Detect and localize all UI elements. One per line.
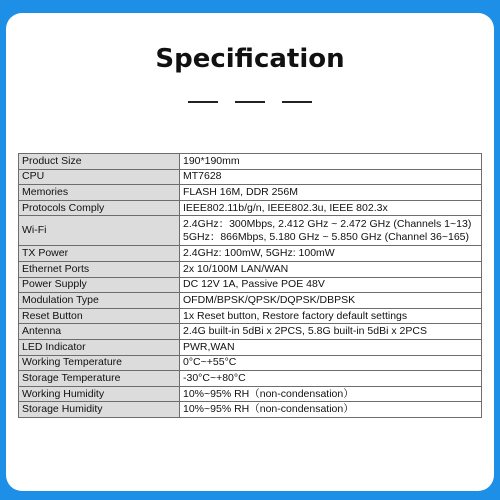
wifi-5g-line: 5GHz：866Mbps, 5.180 GHz ~ 5.850 GHz (Channel 36~165) — [183, 230, 469, 243]
spec-value — [180, 216, 482, 246]
spec-row — [19, 200, 482, 216]
spec-value: MT7628 — [180, 169, 482, 185]
spec-value: 0°C~+55°C — [180, 355, 482, 371]
spec-value: 2.4G built-in 5dBi x 2PCS, 5.8G built-in 5dBi x 2PCS — [180, 324, 482, 340]
underline-dash — [282, 101, 312, 103]
spec-row — [19, 355, 482, 371]
spec-value: FLASH 16M, DDR 256M — [180, 185, 482, 201]
title-underline — [0, 101, 500, 103]
spec-key: Power Supply — [19, 277, 180, 293]
spec-row — [19, 261, 482, 277]
spec-row — [19, 277, 482, 293]
spec-row — [19, 293, 482, 309]
spec-row — [19, 324, 482, 340]
spec-key: Antenna — [19, 324, 180, 340]
spec-row — [19, 386, 482, 402]
spec-row — [19, 371, 482, 387]
spec-value: OFDM/BPSK/QPSK/DQPSK/DBPSK — [180, 293, 482, 309]
spec-value: PWR,WAN — [180, 339, 482, 355]
underline-dash — [235, 101, 265, 103]
spec-row — [19, 339, 482, 355]
underline-dash — [188, 101, 218, 103]
spec-key: Working Temperature — [19, 355, 180, 371]
spec-key: Reset Button — [19, 308, 180, 324]
spec-value: 1x Reset button, Restore factory default settings — [180, 308, 482, 324]
spec-key: CPU — [19, 169, 180, 185]
spec-key: Product Size — [19, 154, 180, 170]
spec-value: 2x 10/100M LAN/WAN — [180, 261, 482, 277]
spec-row — [19, 216, 482, 246]
spec-value: -30°C~+80°C — [180, 371, 482, 387]
page-title: Specification — [155, 44, 345, 74]
spec-key: LED Indicator — [19, 339, 180, 355]
spec-row — [19, 169, 482, 185]
spec-key: Storage Humidity — [19, 402, 180, 418]
spec-row — [19, 185, 482, 201]
spec-value: DC 12V 1A, Passive POE 48V — [180, 277, 482, 293]
spec-value: IEEE802.11b/g/n, IEEE802.3u, IEEE 802.3x — [180, 200, 482, 216]
spec-row — [19, 402, 482, 418]
spec-key: Modulation Type — [19, 293, 180, 309]
spec-row — [19, 154, 482, 170]
spec-value: 10%~95% RH（non-condensation） — [180, 402, 482, 418]
spec-table — [18, 153, 482, 418]
spec-row — [19, 246, 482, 262]
spec-key: Wi-Fi — [19, 216, 180, 246]
spec-key: Protocols Comply — [19, 200, 180, 216]
spec-key: Storage Temperature — [19, 371, 180, 387]
spec-key: TX Power — [19, 246, 180, 262]
spec-value: 10%~95% RH（non-condensation） — [180, 386, 482, 402]
spec-row — [19, 308, 482, 324]
spec-value: 190*190mm — [180, 154, 482, 170]
spec-key: Working Humidity — [19, 386, 180, 402]
spec-key: Memories — [19, 185, 180, 201]
wifi-2g-line: 2.4GHz：300Mbps, 2.412 GHz ~ 2.472 GHz (Channels 1~13) — [183, 217, 472, 230]
spec-value: 2.4GHz: 100mW, 5GHz: 100mW — [180, 246, 482, 262]
spec-key: Ethernet Ports — [19, 261, 180, 277]
